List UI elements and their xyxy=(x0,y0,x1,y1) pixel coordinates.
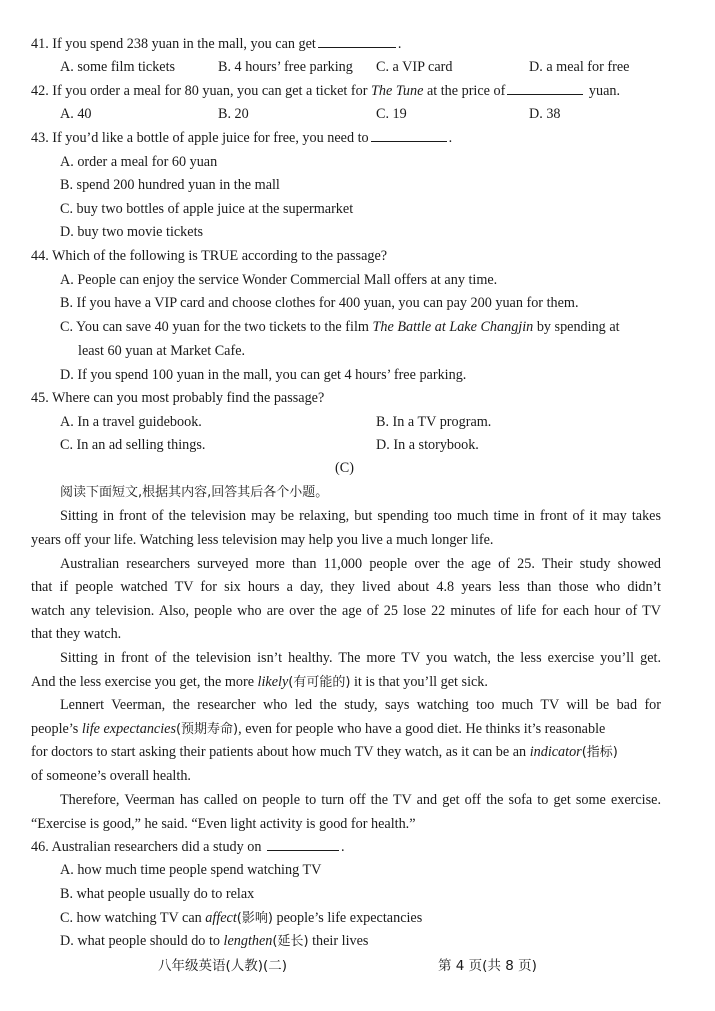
question-42-stem: 42. If you order a meal for 80 yuan, you can get a ticket for The Tune at the price of yuan. xyxy=(31,83,621,99)
question-45-option-c: C. In an ad selling things. xyxy=(60,437,206,453)
passage-paragraph-4-line-1: Lennert Veerman, the researcher who led the study, says watching too much TV will be bad for xyxy=(60,697,661,713)
question-46-stem: 46. Australian researchers did a study on . xyxy=(31,839,345,855)
passage-paragraph-5-line-2: “Exercise is good,” he said. “Even light activity is good for health.” xyxy=(31,816,416,832)
answer-blank xyxy=(267,838,339,851)
question-42-option-b: B. 20 xyxy=(218,106,249,122)
answer-blank xyxy=(507,82,583,95)
question-43-option-a: A. order a meal for 60 yuan xyxy=(60,154,218,170)
passage-paragraph-1-line-1: Sitting in front of the television may be relaxing, but spending too much time in front of it may takes xyxy=(60,508,661,524)
answer-blank xyxy=(371,129,447,142)
passage-paragraph-3-line-2: And the less exercise you get, the more likely(有可能的) it is that you’ll get sick. xyxy=(31,674,488,690)
question-41-option-a: A. some film tickets xyxy=(60,59,176,75)
passage-paragraph-2-line-3: watch any television. Also, people who are over the age of 25 lose 22 minutes of life for each hour of TV xyxy=(31,603,661,619)
question-44-option-c-continued: least 60 yuan at Market Cafe. xyxy=(78,343,246,359)
passage-paragraph-5-line-1: Therefore, Veerman has called on people to turn off the TV and get off the sofa to get some exercise. xyxy=(60,792,661,808)
passage-paragraph-4-line-3: for doctors to start asking their patients about how much TV they watch, as it can be an indicator(指标) xyxy=(31,744,618,760)
question-44-option-d: D. If you spend 100 yuan in the mall, you can get 4 hours’ free parking. xyxy=(60,367,467,383)
section-instruction: 阅读下面短文,根据其内容,回答其后各个小题。 xyxy=(60,485,329,500)
question-46-option-a: A. how much time people spend watching TV xyxy=(60,862,322,878)
question-42-option-d: D. 38 xyxy=(529,106,561,122)
passage-paragraph-2-line-2: that if people watched TV for six hours a day, they lived about 4.8 years less than those who didn’t xyxy=(31,579,661,595)
passage-paragraph-3-line-1: Sitting in front of the television isn’t healthy. The more TV you watch, the less exercise you’ll get. xyxy=(60,650,661,666)
question-43-stem: 43. If you’d like a bottle of apple juice for free, you need to . xyxy=(31,130,453,146)
question-42-option-a: A. 40 xyxy=(60,106,92,122)
question-45-stem: 45. Where can you most probably find the passage? xyxy=(31,390,325,406)
passage-paragraph-2-line-4: that they watch. xyxy=(31,626,122,642)
footer-page-number: 第 4 页(共 8 页) xyxy=(438,958,537,974)
question-45-option-b: B. In a TV program. xyxy=(376,414,492,430)
question-43-option-b: B. spend 200 hundred yuan in the mall xyxy=(60,177,280,193)
passage-paragraph-2-line-1: Australian researchers surveyed more than 11,000 people over the age of 25. Their study showed xyxy=(60,556,661,572)
question-46-option-c: C. how watching TV can affect(影响) people’s life expectancies xyxy=(60,910,423,926)
footer-subject: 八年级英语(人教)(二) xyxy=(158,958,288,974)
question-45-option-d: D. In a storybook. xyxy=(376,437,479,453)
answer-blank xyxy=(318,35,396,48)
question-44-option-b: B. If you have a VIP card and choose clothes for 400 yuan, you can pay 200 yuan for them. xyxy=(60,295,579,311)
question-46-option-b: B. what people usually do to relax xyxy=(60,886,255,902)
question-42-option-c: C. 19 xyxy=(376,106,407,122)
question-41-stem: 41. If you spend 238 yuan in the mall, you can get . xyxy=(31,36,402,52)
question-44-stem: 44. Which of the following is TRUE according to the passage? xyxy=(31,248,388,264)
question-46-option-d: D. what people should do to lengthen(延长) their lives xyxy=(60,933,369,949)
question-43-option-c: C. buy two bottles of apple juice at the supermarket xyxy=(60,201,354,217)
question-41-option-c: C. a VIP card xyxy=(376,59,453,75)
section-label: (C) xyxy=(335,460,354,476)
question-45-option-a: A. In a travel guidebook. xyxy=(60,414,202,430)
passage-paragraph-1-line-2: years off your life. Watching less television may help you live a much longer life. xyxy=(31,532,494,548)
question-41-option-d: D. a meal for free xyxy=(529,59,630,75)
passage-paragraph-4-line-2: people’s life expectancies(预期寿命), even for people who have a good diet. He thinks it’s reasonable xyxy=(31,721,606,737)
question-44-option-c: C. You can save 40 yuan for the two tickets to the film The Battle at Lake Changjin by spending at xyxy=(60,319,620,335)
question-43-option-d: D. buy two movie tickets xyxy=(60,224,204,240)
question-41-option-b: B. 4 hours’ free parking xyxy=(218,59,353,75)
question-44-option-a: A. People can enjoy the service Wonder Commercial Mall offers at any time. xyxy=(60,272,498,288)
passage-paragraph-4-line-4: of someone’s overall health. xyxy=(31,768,191,784)
